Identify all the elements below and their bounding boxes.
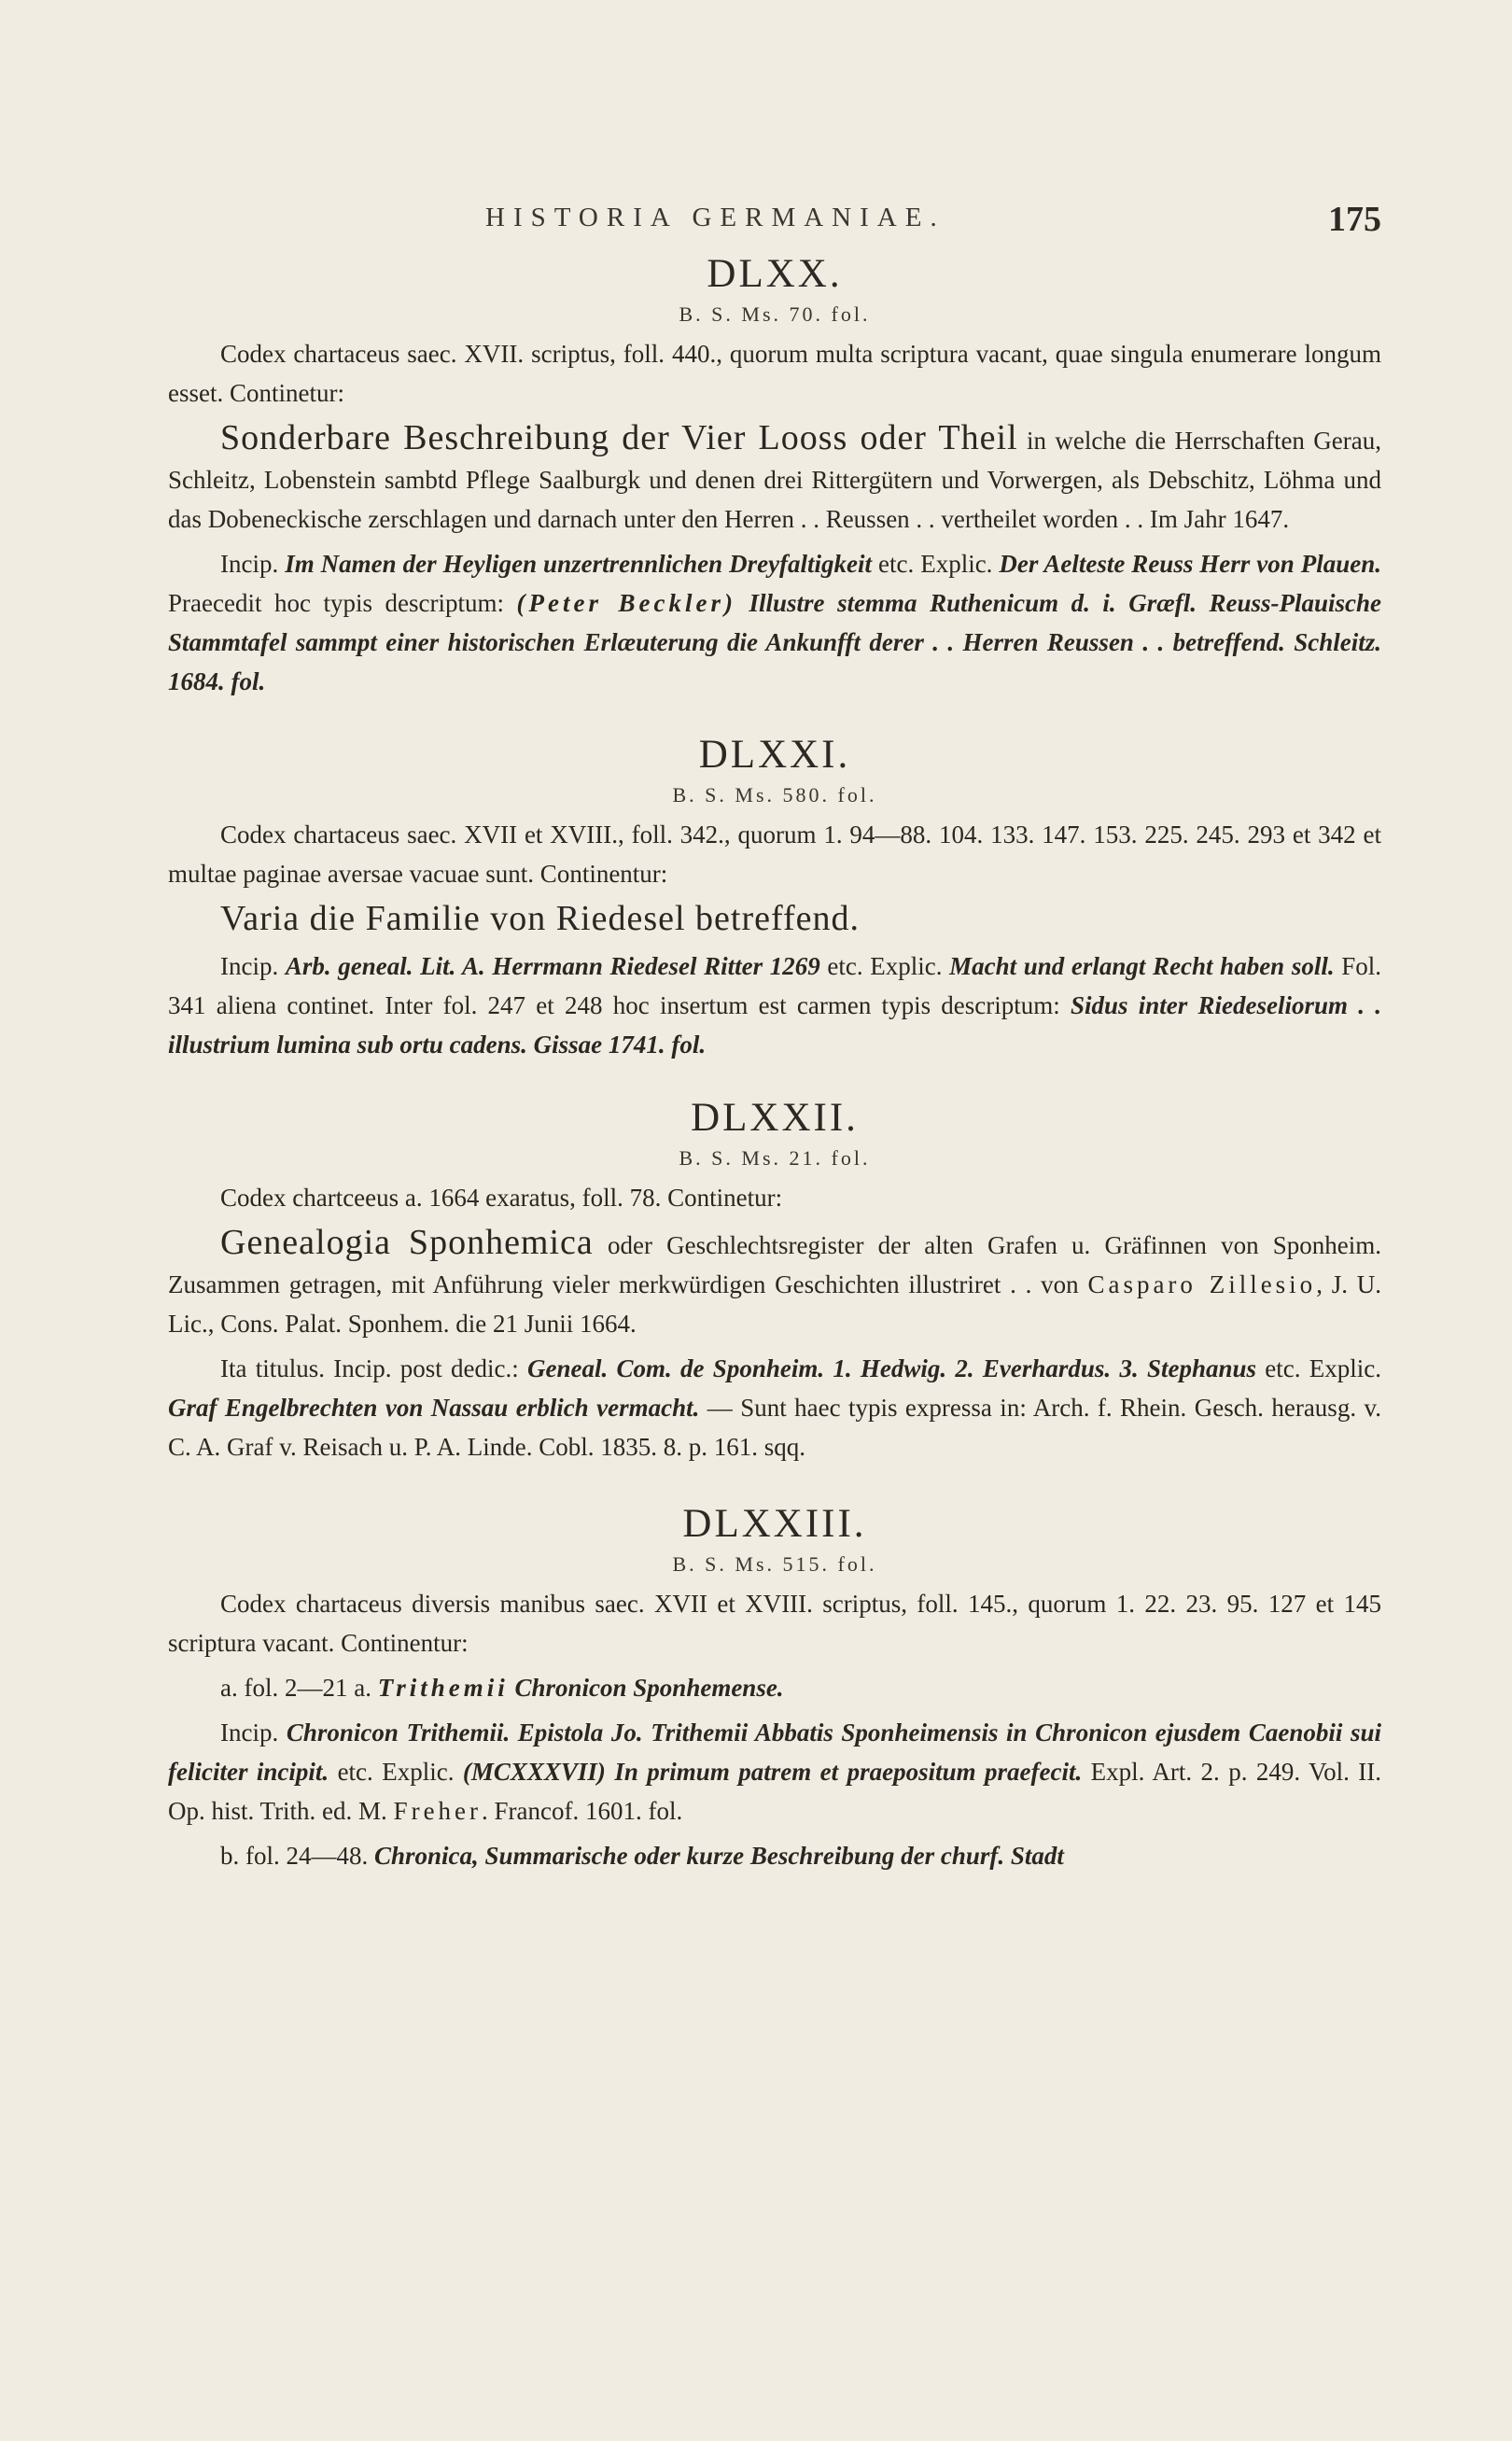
incipit: Im Namen der Heyligen unzertrennlichen Dreyfaltigkeit (285, 550, 873, 578)
work-title (168, 1223, 1381, 1343)
title-rest: oder Geschlechtsregister der alten Grafen u. Gräfinnen von Sponheim. Zusammen getragen, mit Anführung vieler merkwürdigen Geschichten illustriret . . von (168, 1231, 1381, 1298)
printed-work: Illustre stemma Ruthenicum d. i. Græfl. Reuss-Plauische Stammtafel sammpt einer historischen Erlæuterung die Ankunfft derer . . Herren Reussen . . betreffend. Schleitz. 1684. fol. (168, 589, 1382, 695)
running-title: HISTORIA GERMANIAE. (485, 203, 945, 232)
codex-description: Codex chartaceus saec. XVII et XVIII., foll. 342., quorum 1. 94—88. 104. 133. 147. 153. 225. 245. 293 et 342 et multae paginae aversae vacuae sunt. Continentur: (168, 821, 1381, 888)
page-number: 175 (1328, 200, 1381, 239)
author-name: Trithemii (377, 1674, 509, 1702)
notes: Fol. 341 aliena continet. Inter fol. 247 et 248 hoc insertum est carmen typis descriptum: (168, 952, 1381, 1019)
carmen: Sidus inter Riedeseliorum . . illustrium lumina sub ortu cadens. Gissae 1741. fol. (168, 991, 1381, 1059)
title-main: Genealogia Sponhemica (220, 1223, 594, 1262)
title-main: Sonderbare Beschreibung der Vier Looss oder Theil (220, 418, 1018, 457)
incip-label: Incip. (220, 952, 286, 980)
editor-name: Freher (393, 1797, 483, 1825)
notes: — Sunt haec typis expressa in: Arch. f. Rhein. Gesch. herausg. v. C. A. Graf v. Reisach u. P. A. Linde. Cobl. 1835. 8. p. 161. sqq. (168, 1394, 1381, 1461)
explicit: Macht und erlangt Recht haben soll. (949, 952, 1335, 980)
entry-number: DLXXII. (691, 1096, 859, 1140)
incipit: Arb. geneal. Lit. A. Herrmann Riedesel Ritter 1269 (285, 952, 820, 980)
entry-number: DLXXI. (698, 733, 851, 777)
author-name: Casparo Zillesio (1087, 1270, 1317, 1298)
explicit: Graf Engelbrechten von Nassau erblich vermacht. (168, 1394, 700, 1422)
title-main: Varia die Familie von Riedesel betreffend. (220, 899, 860, 938)
incip-label: Incip. (220, 550, 286, 578)
item-label: a. fol. 2—21 a. (220, 1674, 378, 1702)
shelfmark: B. S. Ms. 70. fol. (679, 302, 871, 326)
incipit-explicit (168, 947, 1381, 1064)
codex-description: Codex chartaceus saec. XVII. scriptus, foll. 440., quorum multa scriptura vacant, quae singula enumerare longum esset. Continetur: (168, 340, 1381, 407)
explic-label: etc. Explic. (1256, 1354, 1381, 1382)
item-label: b. fol. 24—48. (220, 1842, 374, 1870)
explicit: Der Aelteste Reuss Herr von Plauen. (999, 550, 1381, 578)
explic-label: etc. Explic. (872, 550, 1000, 578)
page-body (168, 250, 1381, 1881)
praecedit-text: Praecedit hoc typis descriptum: (168, 589, 517, 617)
content-item-b (168, 1836, 1381, 1875)
entry-number: DLXX. (707, 252, 843, 296)
author-name: (Peter Beckler) (516, 589, 736, 617)
incip-label: Incip. (220, 1719, 287, 1747)
explic-label: etc. Explic. (819, 952, 950, 980)
page-header (168, 191, 1381, 247)
explicit: (MCXXXVII) In primum patrem et praepositum praefecit. (462, 1758, 1083, 1786)
title-rest: in welche die Herrschaften Gerau, Schleitz, Lobenstein sambtd Pflege Saalburgk und denen drei Rittergütern und Vorwergen, als Debschitz, Löhma und das Dobeneckische zerschlagen und darnach unter den Herren . . Reussen . . vertheilet worden . . Im Jahr 1647. (168, 427, 1382, 533)
notes: Expl. Art. 2. p. 249. Vol. II. Op. hist. Trith. ed. M. (168, 1758, 1381, 1825)
work-title (168, 899, 1381, 941)
work-title (168, 418, 1381, 539)
shelfmark: B. S. Ms. 580. fol. (672, 783, 877, 807)
title-end: , J. U. Lic., Cons. Palat. Sponhem. die 21 Junii 1664. (168, 1270, 1381, 1338)
codex-description: Codex chartceeus a. 1664 exaratus, foll. 78. Continetur: (220, 1184, 783, 1212)
incipit-explicit (168, 1349, 1381, 1466)
incipit-explicit (168, 544, 1381, 701)
shelfmark: B. S. Ms. 21. fol. (679, 1146, 871, 1170)
item-title: Chronicon Sponhemense. (508, 1674, 784, 1702)
incip-label: Ita titulus. Incip. post dedic.: (220, 1354, 528, 1382)
incipit: Chronicon Trithemii. Epistola Jo. Trithemii Abbatis Sponheimensis in Chronicon ejusdem Caenobii sui feliciter incipit. (168, 1719, 1381, 1786)
explic-label: etc. Explic. (329, 1758, 463, 1786)
codex-description: Codex chartaceus diversis manibus saec. XVII et XVIII. scriptus, foll. 145., quorum 1. 22. 23. 95. 127 et 145 scriptura vacant. Continentur: (168, 1590, 1381, 1657)
incipit-explicit (168, 1713, 1381, 1831)
shelfmark: B. S. Ms. 515. fol. (672, 1552, 877, 1576)
notes-end: . Francof. 1601. fol. (482, 1797, 683, 1825)
item-title: Chronica, Summarische oder kurze Beschreibung der churf. Stadt (374, 1842, 1064, 1870)
entry-number: DLXXIII. (682, 1502, 867, 1546)
content-item-a (168, 1668, 1381, 1707)
incipit: Geneal. Com. de Sponheim. 1. Hedwig. 2. Everhardus. 3. Stephanus (527, 1354, 1257, 1382)
